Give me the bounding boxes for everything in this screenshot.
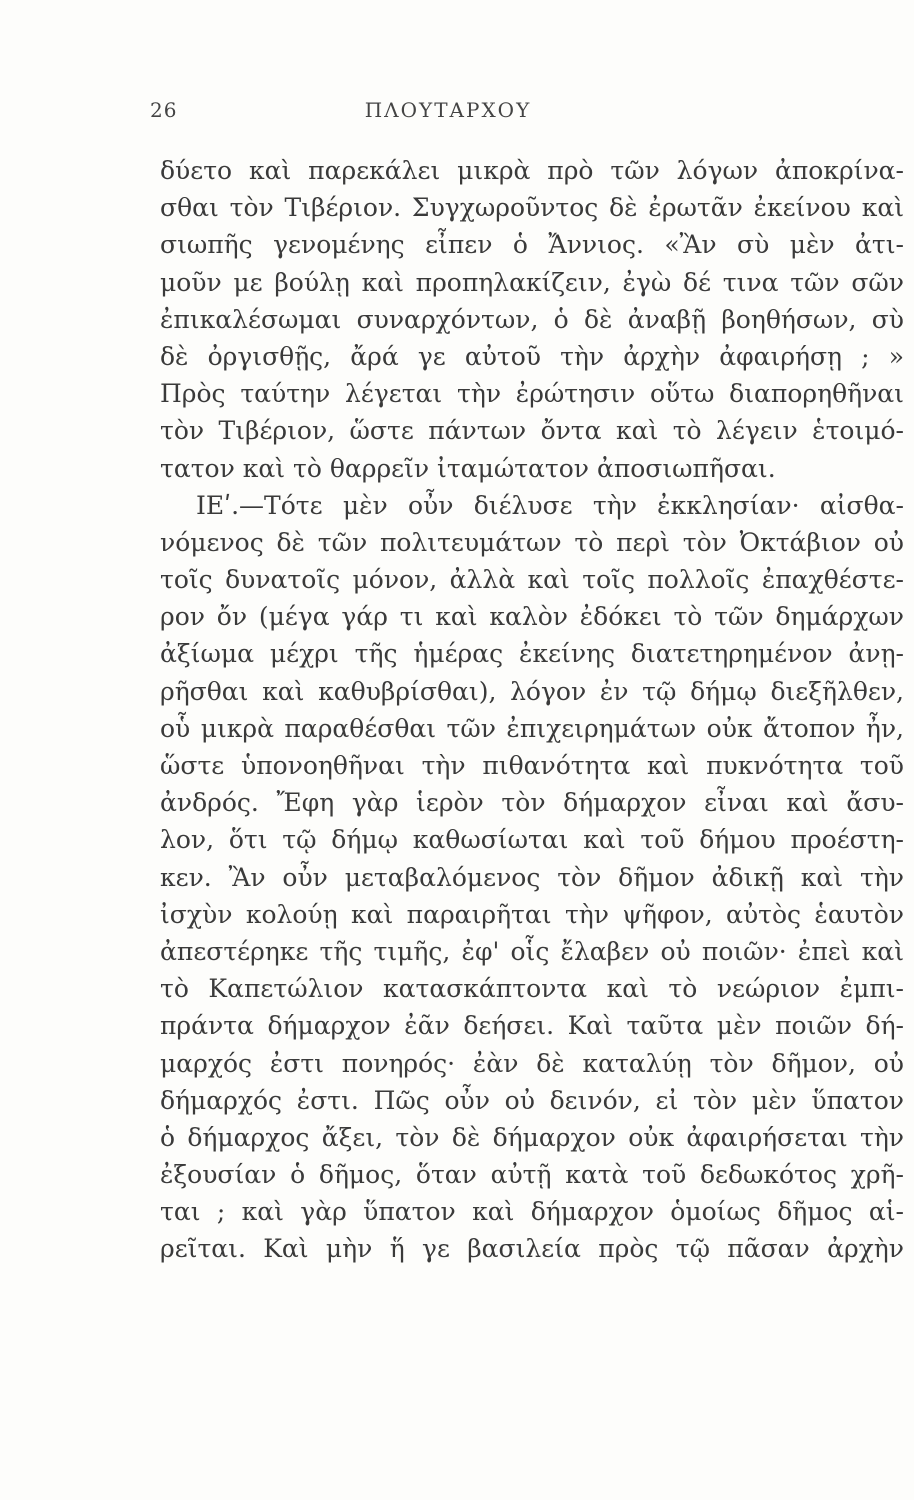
body-text bbox=[160, 152, 904, 1268]
text-line: ὥστε ὑπονοηθῆναι τὴν πιθανότητα καὶ πυκνότητα τοῦ bbox=[160, 751, 904, 780]
text-line: μαρχός ἐστι πονηρός· ἐὰν δὲ καταλύῃ τὸν δῆμον, οὐ bbox=[160, 1048, 904, 1078]
text-line: μοῦν με βούλῃ καὶ προπηλακίζειν, ἐγὼ δέ τινα τῶν σῶν bbox=[160, 267, 904, 297]
text-line: ὁ δήμαρχος ἄξει, τὸν δὲ δήμαρχον οὐκ ἀφαιρήσεται τὴν bbox=[160, 1122, 904, 1152]
text-line: πράντα δήμαρχον ἐᾶν δεήσει. Καὶ ταῦτα μὲν ποιῶν δή- bbox=[160, 1011, 904, 1041]
page-number: 26 bbox=[150, 98, 178, 122]
text-line: ἀξίωμα μέχρι τῆς ἡμέρας ἐκείνης διατετηρημένον ἀνῃ- bbox=[160, 639, 904, 669]
text-line: τὸ Καπετώλιον κατασκάπτοντα καὶ τὸ νεώριον ἐμπι- bbox=[160, 974, 904, 1004]
text-line: ἀνδρός. Ἔφη γὰρ ἱερὸν τὸν δήμαρχον εἶναι καὶ ἄσυ- bbox=[160, 788, 904, 818]
page-header bbox=[150, 98, 746, 126]
text-line: σθαι τὸν Τιβέριον. Συγχωροῦντος δὲ ἐρωτᾶν ἐκείνου καὶ bbox=[160, 193, 904, 223]
text-line: ἐξουσίαν ὁ δῆμος, ὅταν αὐτῇ κατὰ τοῦ δεδωκότος χρῆ- bbox=[160, 1160, 904, 1190]
text-line: δήμαρχός ἐστι. Πῶς οὖν οὐ δεινόν, εἰ τὸν μὲν ὕπατον bbox=[160, 1085, 904, 1115]
text-line: ἰσχὺν κολούῃ καὶ παραιρῆται τὴν ψῆφον, αὐτὸς ἑαυτὸν bbox=[160, 899, 904, 929]
text-line: τὸν Τιβέριον, ὥστε πάντων ὄντα καὶ τὸ λέγειν ἑτοιμό- bbox=[160, 416, 904, 446]
text-line: οὗ μικρὰ παραθέσθαι τῶν ἐπιχειρημάτων οὐκ ἄτοπον ἦν, bbox=[160, 713, 904, 743]
running-head: ΠΛΟΥΤΑΡΧΟΥ bbox=[364, 98, 532, 122]
text-line: τατον καὶ τὸ θαρρεῖν ἰταμώτατον ἀποσιωπῆσαι. bbox=[160, 453, 776, 483]
text-line: ρον ὄν (μέγα γάρ τι καὶ καλὸν ἐδόκει τὸ τῶν δημάρχων bbox=[160, 602, 904, 632]
text-line: νόμενος δὲ τῶν πολιτευμάτων τὸ περὶ τὸν Ὀκτάβιον οὐ bbox=[160, 527, 904, 557]
text-line: δύετο καὶ παρεκάλει μικρὰ πρὸ τῶν λόγων ἀποκρίνα- bbox=[160, 156, 904, 185]
text-line: δὲ ὀργισθῇς, ἄρά γε αὐτοῦ τὴν ἀρχὴν ἀφαιρήσῃ ; » bbox=[160, 341, 904, 371]
text-line: ρεῖται. Καὶ μὴν ἥ γε βασιλεία πρὸς τῷ πᾶσαν ἀρχὴν bbox=[160, 1234, 904, 1264]
section-heading-line: ΙΕʹ.—Τότε μὲν οὖν διέλυσε τὴν ἐκκλησίαν· αἰσθα- bbox=[196, 490, 904, 520]
text-line: τοῖς δυνατοῖς μόνον, ἀλλὰ καὶ τοῖς πολλοῖς ἐπαχθέστε- bbox=[160, 565, 904, 595]
text-line: σιωπῆς γενομένης εἶπεν ὁ Ἄννιος. «Ἂν σὺ μὲν ἀτι- bbox=[160, 230, 904, 260]
text-line: Πρὸς ταύτην λέγεται τὴν ἐρώτησιν οὕτω διαπορηθῆναι bbox=[160, 379, 904, 409]
text-line: ται ; καὶ γὰρ ὕπατον καὶ δήμαρχον ὁμοίως δῆμος αἱ- bbox=[160, 1197, 904, 1227]
text-line: ἐπικαλέσωμαι συναρχόντων, ὁ δὲ ἀναβῇ βοηθήσων, σὺ bbox=[160, 304, 904, 334]
text-line: ρῆσθαι καὶ καθυβρίσθαι), λόγον ἐν τῷ δήμῳ διεξῆλθεν, bbox=[160, 676, 904, 706]
text-line: κεν. Ἂν οὖν μεταβαλόμενος τὸν δῆμον ἀδικῇ καὶ τὴν bbox=[160, 862, 904, 892]
text-line: ἀπεστέρηκε τῆς τιμῆς, ἐφ' οἷς ἔλαβεν οὐ ποιῶν· ἐπεὶ καὶ bbox=[160, 936, 904, 966]
text-line: λον, ὅτι τῷ δήμῳ καθωσίωται καὶ τοῦ δήμου προέστη- bbox=[160, 825, 904, 855]
